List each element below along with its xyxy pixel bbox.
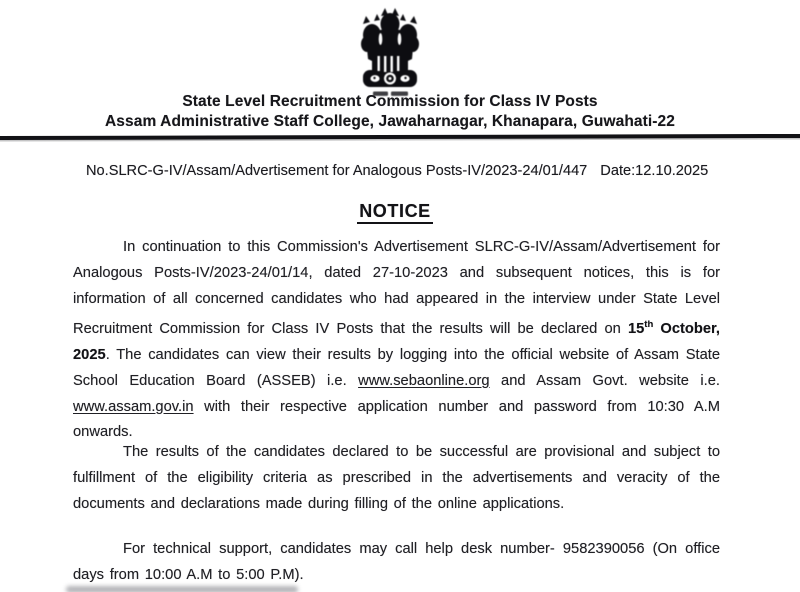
- notice-heading-text: NOTICE: [357, 201, 433, 224]
- reference-number: No.SLRC-G-IV/Assam/Advertisement for Analogous Posts-IV/2023-24/01/447: [86, 163, 588, 179]
- scan-cutoff-text-artifact: [66, 586, 298, 592]
- seba-website-url: www.sebaonline.org: [358, 372, 490, 389]
- reference-date: Date:12.10.2025: [600, 163, 709, 179]
- p1-declaration-date: 15th October, 2025: [73, 319, 720, 364]
- letterhead: [0, 92, 780, 131]
- paragraph-provisional-results: The results of the candidates declared to be successful are provisional and subject to fulfillment of the eligibility criteria as prescribed in the advertisements and veracity of the documents and declarations made during filling of the online applications.: [73, 444, 720, 512]
- notice-heading: [0, 201, 790, 222]
- p1-mid2: and Assam Govt. website i.e.: [489, 372, 720, 389]
- ashoka-emblem-icon: [346, 7, 434, 99]
- p1-lead: In continuation to this Commission's Advertisement SLRC-G-IV/Assam/Advertisement for Analogous Posts-IV/2023-24/01/14, dated 27-10-2023 and subsequent notices, this is for information of all concerned candidates who had appeared in the interview under State Level Recruitment Commission for Class IV Posts that the results will be declared on: [73, 239, 720, 338]
- paragraph-technical-support: For technical support, candidates may call help desk number- 9582390056 (On office days from 10:00 A.M to 5:00 P.M).: [73, 541, 720, 583]
- paragraph-results-declaration: [73, 235, 720, 446]
- assam-gov-website-url: www.assam.gov.in: [73, 398, 194, 415]
- p1-mid1: . The candidates can view their results by logging into the official website of Assam State School Education Board (ASSEB) i.e.: [73, 347, 720, 389]
- org-name-line1: State Level Recruitment Commission for Class IV Posts: [182, 93, 598, 110]
- reference-line: [86, 163, 766, 179]
- p1-tail: with their respective application number and password from 10:30 A.M onwards.: [73, 398, 720, 441]
- org-name-line2: Assam Administrative Staff College, Jawaharnagar, Khanapara, Guwahati-22: [105, 112, 675, 130]
- header-divider-rule: [0, 134, 800, 140]
